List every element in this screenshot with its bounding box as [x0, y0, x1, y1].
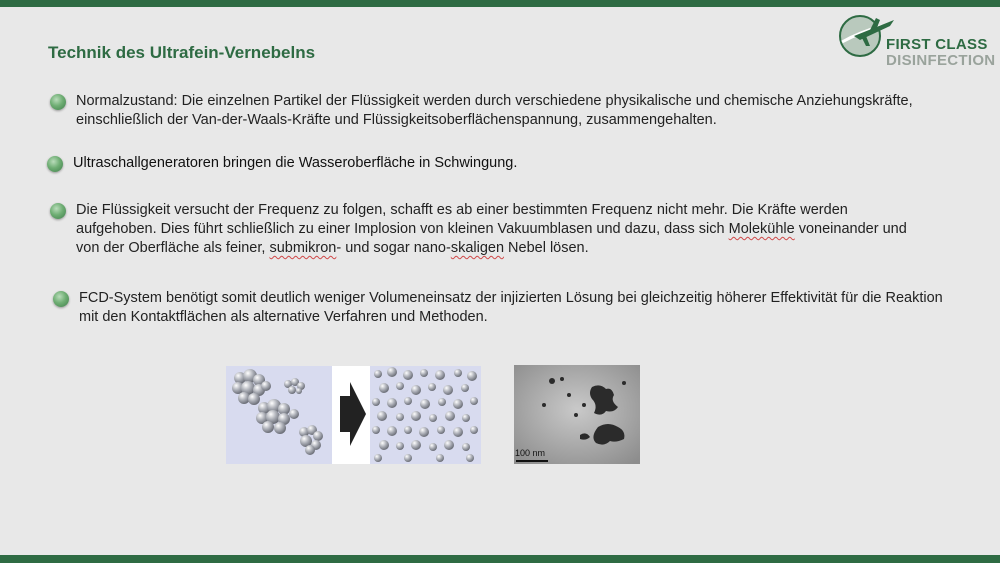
bullet-dot-icon: [47, 156, 63, 172]
bullet-implosion: [50, 201, 930, 258]
bullet-dot-icon: [50, 94, 66, 110]
bullet-ultrasound: [47, 154, 947, 173]
clustered-droplets-panel: [226, 366, 332, 464]
bullet-dot-icon: [50, 203, 66, 219]
scale-bar: [516, 460, 548, 462]
top-accent-bar: [0, 0, 1000, 7]
spellcheck-word: Molekühle: [728, 221, 795, 237]
logo-text-disinfection: DISINFECTION: [886, 52, 996, 69]
company-logo: [836, 14, 996, 72]
bullet-text: FCD-System benötigt somit deutlich weniger Volumeneinsatz der injizierten Lösung bei gleichzeitig höherer Effektivität für die Reaktion mit den Kontaktflächen als alternative Verfahren und Methoden.: [79, 290, 943, 325]
slide-title: Technik des Ultrafein-Vernebelns: [48, 43, 316, 62]
bullet-fcd-system: [53, 289, 953, 327]
dispersed-droplets-panel: [370, 366, 481, 464]
right-arrow-icon: [332, 366, 370, 464]
bottom-accent-bar: [0, 555, 1000, 563]
bullet-dot-icon: [53, 291, 69, 307]
droplet-dispersion-diagram: [226, 366, 481, 464]
bullet-text: Die Flüssigkeit versucht der Frequenz zu folgen, schafft es ab einer bestimmten Frequenz nicht mehr. Die Kräfte werden aufgehoben. Dies führt schließlich zu einer Implosion von kleinen Vakuumblasen und dazu, dass sich Molekühle voneinander und von der Oberfläche als feiner, submikron- und sogar nano-skaligen Nebel lösen.: [76, 202, 907, 256]
spellcheck-word: submikron: [269, 240, 337, 256]
microscope-photo: [514, 365, 640, 464]
spellcheck-word: skaligen: [450, 240, 505, 256]
scale-label: 100 nm: [515, 448, 546, 458]
logo-text-first-class: FIRST CLASS: [886, 36, 988, 53]
bullet-normal-state: [50, 92, 950, 130]
bullet-text: Ultraschallgeneratoren bringen die Wasseroberfläche in Schwingung.: [73, 155, 518, 171]
bullet-text: Normalzustand: Die einzelnen Partikel der Flüssigkeit werden durch verschiedene physikalische und chemische Anziehungskräfte, einschließlich der Van-der-Waals-Kräfte und Flüssigkeitsoberflächenspannung, zusammengehalten.: [76, 93, 913, 128]
